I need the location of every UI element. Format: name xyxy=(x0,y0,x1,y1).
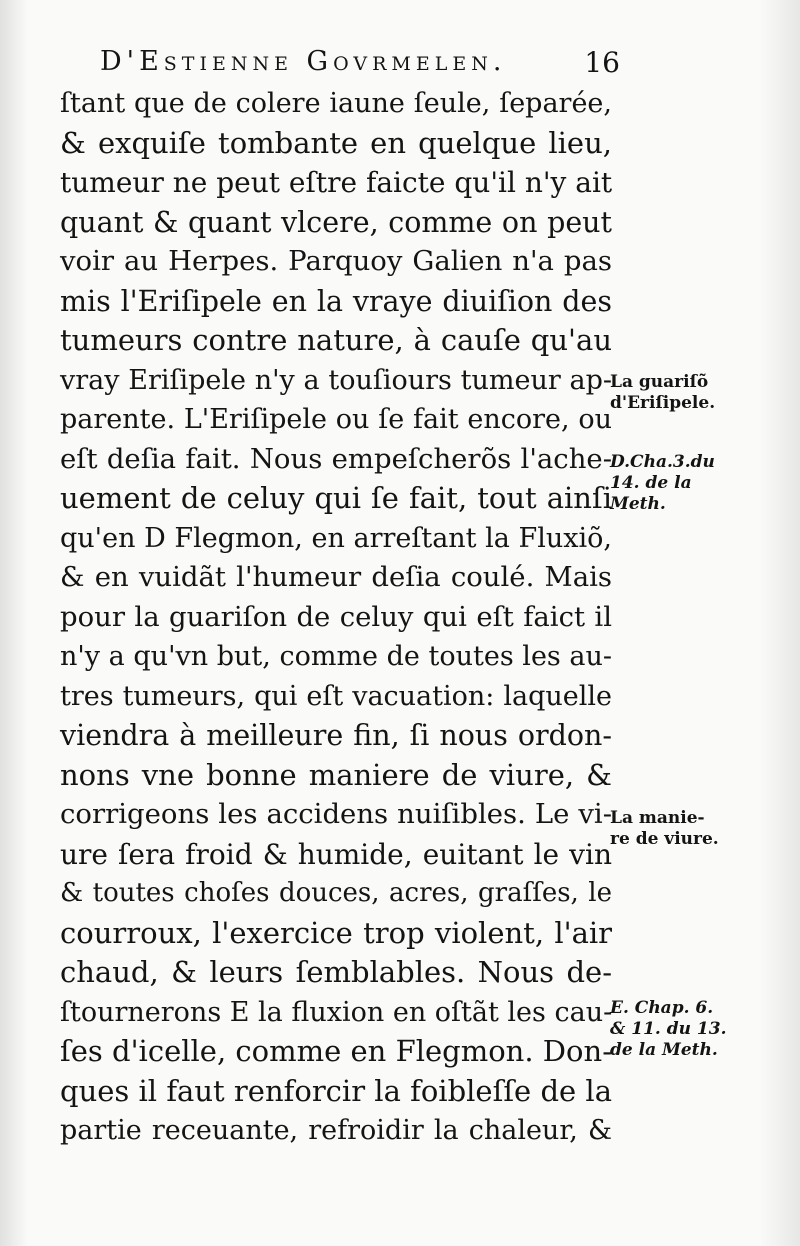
text-line: parente. L'Eriſipele ou ſe fait encore, ou xyxy=(60,404,612,435)
text-line: voir au Herpes. Parquoy Galien n'a pas xyxy=(60,245,612,277)
text-line: eſt deſia fait. Nous empeſcherõs l'ache- xyxy=(60,442,612,475)
text-line: & toutes choſes douces, acres, graſſes, le xyxy=(60,878,612,908)
text-line: uement de celuy qui ſe fait, tout ainſi xyxy=(60,481,612,515)
text-line: ure ſera froid & humide, euitant le vin xyxy=(60,837,612,871)
running-head: D'Estienne Govrmelen. xyxy=(100,46,507,77)
page-edge-left xyxy=(0,0,28,1246)
text-line: qu'en D Flegmon, en arreſtant la Fluxiõ, xyxy=(60,522,612,554)
margin-note-line: de la Meth. xyxy=(610,1040,718,1060)
text-line: tres tumeurs, qui eſt vacuation: laquelle xyxy=(60,680,612,712)
text-line: ques il faut renforcir la foibleſſe de la xyxy=(60,1073,612,1108)
text-line: courroux, l'exercice trop violent, l'air xyxy=(60,915,612,950)
text-line: tumeur ne peut eſtre faicte qu'il n'y ait xyxy=(60,166,613,199)
page-header xyxy=(100,46,620,86)
text-line: quant & quant vlcere, comme on peut xyxy=(60,205,612,239)
text-line: ſes d'icelle, comme en Flegmon. Don- xyxy=(60,1034,612,1068)
margin-note-line: Meth. xyxy=(610,494,666,514)
margin-note-maniere xyxy=(610,808,719,850)
margin-note-line: La guariſõ xyxy=(610,372,709,392)
marginal-notes xyxy=(610,0,795,1246)
text-line: vray Eriſipele n'y a touſiours tumeur ap- xyxy=(60,364,612,396)
text-line: corrigeons les accidens nuiſibles. Le vi- xyxy=(60,798,612,830)
margin-note-line: & 11. du 13. xyxy=(610,1019,727,1039)
text-line: mis l'Eriſipele en la vraye diuiſion des xyxy=(60,284,612,318)
text-line: & en vuidãt l'humeur deſia coulé. Mais xyxy=(60,561,612,593)
margin-note-guarison xyxy=(610,372,715,414)
text-line: tumeurs contre nature, à cauſe qu'au xyxy=(60,323,612,357)
margin-note-reference-e xyxy=(610,998,727,1061)
text-line: nons vne bonne maniere de viure, & xyxy=(60,757,612,792)
text-line: pour la guariſon de celuy qui eſt faict il xyxy=(60,600,612,633)
text-line: n'y a qu'vn but, comme de toutes les au- xyxy=(60,641,612,672)
text-line: partie receuante, refroidir la chaleur, & xyxy=(60,1115,612,1146)
text-line: chaud, & leurs ſemblables. Nous de- xyxy=(60,955,612,989)
margin-note-line: La manie- xyxy=(610,808,705,828)
margin-note-line: D.Cha.3.du xyxy=(610,452,715,472)
margin-note-line: 14. de la xyxy=(610,473,692,493)
margin-note-line: E. Chap. 6. xyxy=(610,998,714,1018)
text-line: ſtant que de colere iaune ſeule, ſeparée, xyxy=(60,88,612,119)
margin-note-reference-d xyxy=(610,452,715,515)
text-line: & exquiſe tombante en quelque lieu, xyxy=(60,125,612,160)
body-text xyxy=(60,84,612,1151)
page-number: 16 xyxy=(584,46,620,79)
text-line: ſtournerons E la fluxion en oſtãt les cau- xyxy=(60,996,613,1028)
margin-note-line: re de viure. xyxy=(610,829,719,849)
margin-note-line: d'Eriſipele. xyxy=(610,393,716,413)
text-line: viendra à meilleure fin, ſi nous ordon- xyxy=(60,719,612,752)
